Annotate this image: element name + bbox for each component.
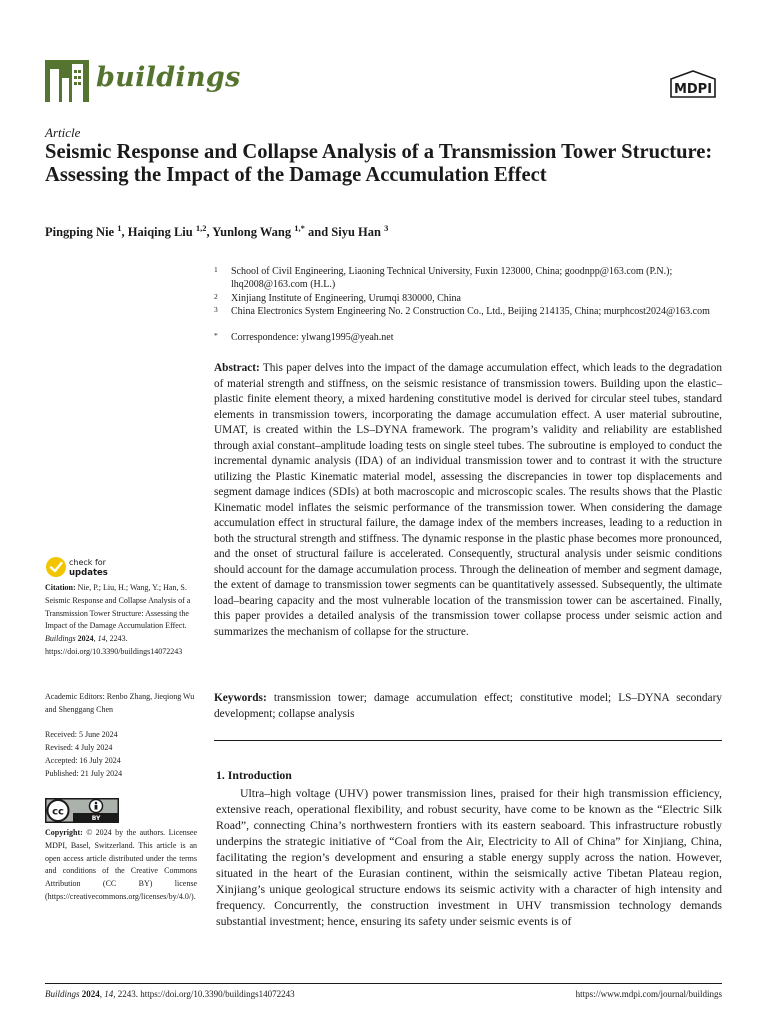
cc-label: cc (52, 806, 64, 818)
footer-journal: Buildings (45, 989, 80, 999)
keywords-text: transmission tower; damage accumulation effect; constitutive model; LS–DYNA secondary development; collapse analysis (214, 692, 722, 720)
academic-editors: Academic Editors: Renbo Zhang, Jieqiong Wu and Shenggang Chen (45, 692, 195, 714)
copyright-label: Copyright: (45, 828, 83, 837)
affiliation-number: 3 (214, 305, 218, 314)
citation-doi[interactable]: , 2243. https://doi.org/10.3390/buildings14072243 (45, 634, 183, 656)
abstract (214, 361, 722, 640)
citation-year: 2024 (77, 634, 94, 644)
publisher-logo[interactable] (664, 70, 722, 102)
author-affiliation-sup: 1,* (294, 223, 305, 233)
cc-by-license-badge[interactable] (45, 798, 119, 823)
correspondence-text: Correspondence: ylwang1995@yeah.net (231, 332, 394, 343)
citation: Citation: Nie, P.; Liu, H.; Wang, Y.; Han, S. Seismic Response and Collapse Analysis of a Transmission Tower Structure: Assessing the Impact of the Damage Accumulation Effect. Buildings 2024, 14, 2243. https://doi.org/10.3390/buildings14072243 (45, 583, 191, 656)
footer-volume: 14 (104, 989, 114, 999)
footer-journal-url[interactable]: https://www.mdpi.com/journal/buildings (575, 989, 722, 999)
footer-divider (45, 983, 722, 984)
journal-logo-icon (45, 60, 89, 102)
author-name[interactable]: Pingping Nie (45, 225, 115, 240)
author-affiliation-sup: 1,2 (195, 223, 207, 233)
affiliation-1 (214, 265, 734, 291)
accepted-date: Accepted: 16 July 2024 (45, 756, 121, 765)
citation-text: Nie, P.; Liu, H.; Wang, Y.; Han, S. Seismic Response and Collapse Analysis of a Transmission Tower Structure: Assessing the Impact of the Damage Accumulation Effect. (45, 583, 191, 631)
affiliation-number: 2 (214, 292, 218, 301)
section-heading-introduction: 1. Introduction (216, 768, 292, 782)
author-name[interactable]: Haiqing Liu (127, 225, 193, 240)
author-list (45, 223, 388, 240)
footer-doi-link[interactable]: , 2243. https://doi.org/10.3390/buildings14072243 (113, 989, 295, 999)
abstract-label: Abstract: (214, 362, 260, 374)
abstract-text: This paper delves into the impact of the damage accumulation effect, which leads to the degradation of material strength and stiffness, on the seismic resistance of transmission towers. Building upon the elastic–plastic finite element theory, a mixed hardening constitutive model is derived for circular steel tubes, standard elements in transmission towers, incorporating the damage accumulation effect. A user material subroutine, UMAT, is created within the LS–DYNA framework. The program’s validity and reliability are established through axial constant–amplitude loading tests on single steel tubes. The subroutine is employed to conduct the incremental dynamic analysis (IDA) of an individual transmission tower and to contrast it with the structure utilizing the Plastic Kinematic material model, assessing the discrepancies in tower top displacements and segment damage indices (SDIs) at both macroscopic and microscopic scales. The results shows that the Plastic Kinematic model inflates the seismic performance of the transmission tower. When considering the damage accumulation effect in structural failure, the damage index of the members increases, leading to a reduction in both the structural strength and stiffness. The dynamic response in the plastic phase becomes more pronounced, and the onset of structural failure is accelerated. Consequently, structural analysis under seismic conditions should account for the damage accumulation process. Through the delineation of member and segment damage, the extent of damage to transmission tower segments can be quantitatively assessed. Subsequently, the ultimate load–bearing capacity and the most vulnerable location of the transmission tower can be ascertained. Finally, this paper provides a detailed analysis of the transmission tower collapse process under seismic action and summarizes the mechanism of collapse for the structure. (214, 362, 722, 638)
affiliation-2 (214, 292, 734, 305)
article-type: Article (45, 125, 81, 140)
copyright-text: © 2024 by the authors. Licensee MDPI, Basel, Switzerland. This article is an open access article distributed under the terms and conditions of the Creative Commons Attribution (CC BY) license (https://creativecommons.org/licenses/by/4.0/). (45, 828, 198, 901)
revised-date: Revised: 4 July 2024 (45, 743, 113, 752)
correspondence-marker: * (214, 331, 218, 340)
footer-year: 2024 (81, 989, 100, 999)
by-label: BY (91, 815, 101, 822)
section-divider (214, 740, 722, 741)
updates-label: updates (69, 568, 108, 578)
affiliation-number: 1 (214, 265, 218, 274)
check-for-updates-badge[interactable] (45, 556, 117, 578)
copyright (45, 827, 197, 904)
citation-journal: Buildings (45, 634, 76, 644)
author-affiliation-sup: 1 (117, 223, 122, 233)
author-name[interactable]: Siyu Han (331, 225, 381, 240)
publisher-logo-text: MDPI (673, 82, 713, 97)
author-name[interactable]: Yunlong Wang (212, 225, 292, 240)
keywords-label: Keywords: (214, 692, 267, 704)
keywords (214, 691, 722, 722)
published-date: Published: 21 July 2024 (45, 769, 123, 778)
introduction-text: Ultra–high voltage (UHV) power transmission lines, praised for their high transmission efficiency, extensive reach, operational flexibility, and robust security, have come to be known as the “Electric Silk Road”, connecting China’s northwestern frontiers with its eastern seaboard. This infrastructure robustly underpins the strategic initiative of “Coal from the Air, Electricity to All of China” for Xinjiang, China, facilitating the region’s development and ensuring a stable energy supply across the nation. However, situated in the heart of the Eurasian continent, within the seismically active Tibetan Plateau region, Xinjiang’s unique geological structure endows its seismic activity with a character of high intensity and frequency. Concurrently, the construction investment in UHV transmission technology demands substantial investment; hence, ensuring its safety under seismic events is of (216, 786, 722, 928)
footer-citation: Buildings 2024, 14, 2243. https://doi.org/10.3390/buildings14072243 (45, 989, 295, 999)
citation-label: Citation: (45, 583, 76, 592)
correspondence (214, 331, 734, 344)
article-title: Seismic Response and Collapse Analysis of a Transmission Tower Structure: Assessing the Impact of the Damage Accumulation Effect (45, 141, 713, 186)
affiliation-text: China Electronics System Engineering No. 2 Construction Co., Ltd., Beijing 214135, China; murphcost2024@163.com (231, 306, 710, 317)
citation-volume: 14 (97, 634, 106, 644)
author-affiliation-sup: 3 (384, 223, 389, 233)
author-separator: , (121, 225, 128, 240)
check-icon (46, 557, 66, 577)
author-separator: , (206, 225, 213, 240)
journal-name[interactable]: buildings (96, 62, 241, 93)
received-date: Received: 5 June 2024 (45, 730, 118, 739)
affiliation-text: Xinjiang Institute of Engineering, Urumqi 830000, China (231, 293, 461, 304)
affiliation-3 (214, 305, 734, 318)
author-separator: and (304, 225, 332, 240)
check-for-label: check for (69, 558, 106, 567)
affiliation-text: School of Civil Engineering, Liaoning Technical University, Fuxin 123000, China; goodnpp@163.com (P.N.); lhq2008@163.com (H.L.) (231, 266, 673, 290)
